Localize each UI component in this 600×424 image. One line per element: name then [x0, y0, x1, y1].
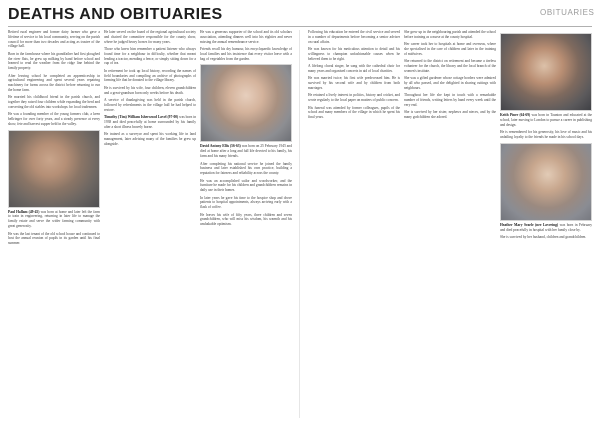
paragraph: She is survived by her husband, children and grandchildren.	[500, 235, 587, 240]
paragraph: Friends recall his dry humour, his encyclopaedic knowledge of local families and his insistence that every visitor leave with a bag of vegetables from the garden.	[200, 47, 292, 61]
paragraph: After completing his national service he joined the family business and later established his own practice, building a reputation for fairness and reliability across the county.	[200, 161, 292, 176]
paragraph: Born in the farmhouse where his grandfather had first ploughed the river flats, he grew up milking by hand before school and learned to read the weather from the ridge line behind the family property.	[8, 51, 100, 71]
paragraph: He is remembered for his generosity, his love of music and his unfailing loyalty to the friends he made in his school days.	[500, 130, 592, 139]
paragraph: In later years he gave his time to the hospice shop and drove patients to hospital appointments, always arriving early with a flask of coffee.	[200, 195, 292, 210]
paragraph: Retired rural engineer and former dairy farmer who gave a lifetime of service to his local community, serving on the parish council for more than two decades and acting as trustee of the village hall.	[8, 30, 100, 49]
obituary-name: David Antony Ellis (56-63)	[200, 144, 241, 149]
paragraph: She was a gifted gardener whose cottage borders were admired by all who passed, and she delighted in sharing cuttings with neighbours.	[404, 76, 496, 90]
right-column-1	[308, 30, 400, 418]
photo-caption	[500, 113, 592, 127]
portrait-photo	[200, 64, 292, 158]
left-column-1	[8, 30, 100, 418]
photo-caption	[500, 223, 592, 233]
caption-text: was born in 1938 and died peacefully at home surrounded by his family after a short illness bravely borne.	[104, 115, 196, 129]
paragraph: He was a generous supporter of the school and its old scholars association, attending dinners well into his eighties and never missing the annual remembrance service.	[200, 30, 292, 44]
obituary-name: Heather Mary Searle (nee Lovering)	[500, 222, 559, 227]
obituary-name: Keith Piner (64-69)	[500, 113, 531, 117]
paragraph: She grew up in the neighbouring parish and attended the school before training as a nurse at the county hospital.	[404, 30, 496, 39]
obituary-name: Paul Hallam (49-45)	[8, 209, 40, 214]
portrait-image	[500, 143, 592, 221]
portrait-photo	[500, 33, 592, 127]
paragraph: He retained a lively interest in politics, history and cricket, and wrote regularly to the local paper on matters of public concern.	[308, 93, 400, 103]
paragraph: He leaves his wife of fifty years, three children and seven grandchildren, who will miss his wisdom, his warmth and his unshakable optimism.	[200, 212, 292, 227]
left-column-3	[200, 30, 292, 418]
photo-caption	[200, 144, 292, 158]
paragraph: He was an accomplished sailor and woodworker, and the furniture he made for his children and grandchildren remains in daily use in their homes.	[200, 178, 292, 193]
left-page	[4, 30, 296, 418]
portrait-image	[8, 130, 100, 208]
right-page	[304, 30, 596, 418]
paragraph: He was a founding member of the young farmers club, a keen bellringer for over forty years, and a steady presence at every show, fete and harvest supper held in the valley.	[8, 112, 100, 126]
portrait-photo	[500, 143, 592, 233]
paragraph: He was married twice; his first wife predeceased him. He is survived by his second wife and by children from both marriages.	[308, 76, 400, 90]
section-label: OBITUARIES	[540, 8, 595, 17]
paragraph: In retirement he took up local history, recording the names of field boundaries and compiling an archive of photographs of farming life that he donated to the village library.	[104, 68, 196, 83]
paragraph: He is survived by his wife, four children, eleven grandchildren and a great-grandson born only weeks before his death.	[104, 85, 196, 95]
photo-caption	[8, 210, 100, 229]
header-rule	[8, 26, 592, 27]
right-column-2	[404, 30, 496, 418]
paragraph: He trained as a surveyor and spent his working life in land management, later advising many of the families he grew up alongside.	[104, 132, 196, 146]
left-column-2	[104, 30, 196, 418]
paragraph: Those who knew him remember a patient listener who always found time for a neighbour in difficulty, whether that meant lending a tractor, mending a fence, or simply sitting down for a cup of tea.	[104, 47, 196, 66]
obituary-entry	[104, 115, 196, 129]
paragraph: A service of thanksgiving was held in the parish church, followed by refreshments in the village hall he had helped to restore.	[104, 98, 196, 112]
paragraph: Her career took her to hospitals at home and overseas, where she specialised in the care of children and later in the training of midwives.	[404, 42, 496, 56]
caption-text: was born on 25 February 1945 and died at home after a long and full life devoted to his family, his farm and his many friends.	[200, 144, 292, 158]
page-gutter	[299, 30, 300, 418]
caption-text: was born in February and died peacefully in hospital with her family close by.	[500, 222, 592, 232]
page-title: DEATHS AND OBITUARIES	[8, 6, 223, 23]
caption-text: was born in Taunton and educated at the school, later moving to London to pursue a career in publishing and design.	[500, 113, 592, 127]
paragraph: He was the last tenant of the old school house and continued to host the annual reunion of pupils in its garden until his final summer.	[8, 231, 100, 246]
paragraph: She is survived by her sister, nephews and nieces, and by the many godchildren she adored.	[404, 110, 496, 120]
caption-text: was born at home and later left the farm to train in engineering, returning in later life to manage the family estate and serve the wider farming community with great generosity.	[8, 209, 100, 228]
paragraph: She returned to the district on retirement and became a tireless volunteer for the church, the library and the local branch of the women's institute.	[404, 59, 496, 73]
page-header	[0, 0, 600, 28]
paragraph: He married his childhood friend in the parish church, and together they raised four children while expanding the herd and converting the old stables into workshops for local tradesmen.	[8, 95, 100, 109]
paragraph: His funeral was attended by former colleagues, pupils of the school and many members of the village in which he spent his final years.	[308, 105, 400, 120]
portrait-image	[200, 64, 292, 142]
portrait-image	[500, 33, 592, 111]
paragraph: He was known for his meticulous attention to detail and his willingness to champion unfashionable causes when he believed them to be right.	[308, 47, 400, 61]
portrait-photo	[8, 130, 100, 229]
paragraph: Throughout her life she kept in touch with a remarkable number of friends, writing letters by hand every week until the very end.	[404, 93, 496, 107]
paragraph: He later served on the board of the regional agricultural society and chaired the committee responsible for the county show, where he judged heavy horses for many years.	[104, 30, 196, 44]
paragraph: A lifelong choral singer, he sang with the cathedral choir for many years and organised concerts in aid of local charities.	[308, 64, 400, 73]
obituary-name: Timothy (Tim) William Isherwood Lovel (97-00)	[104, 115, 179, 120]
paragraph: After leaving school he completed an apprenticeship in agricultural engineering and spent several years repairing machinery for farms across the district before returning to run the home farm.	[8, 73, 100, 92]
right-column-3	[500, 30, 592, 418]
paragraph: Following his education he entered the civil service and served in a number of departments before becoming a senior adviser on rural affairs.	[308, 30, 400, 44]
